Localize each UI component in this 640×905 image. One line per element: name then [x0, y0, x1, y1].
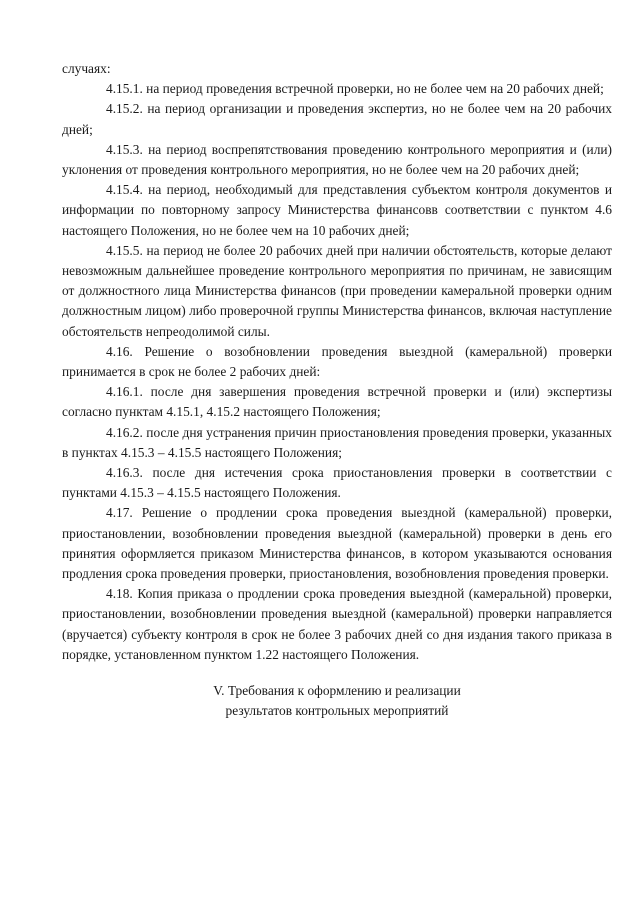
- paragraph: 4.15.1. на период проведения встречной проверки, но не более чем на 20 рабочих дней;: [106, 81, 604, 97]
- paragraph: 4.15.4. на период, необходимый для представления субъектом контроля документов и информации по повторному запросу Министерства финансовв соответствии с пунктом 4.6 настоящего Положения, но не более чем на 10 рабочих дней;: [62, 182, 612, 238]
- document-page: [62, 59, 612, 721]
- section-heading: [62, 681, 612, 721]
- paragraph: 4.15.3. на период воспрепятствования проведению контрольного мероприятия и (или) уклонения от проведения контрольного мероприятия, но не более чем на 20 рабочих дней;: [62, 141, 612, 178]
- paragraph: 4.16.1. после дня завершения проведения встречной проверки и (или) экспертизы согласно пунктам 4.15.1, 4.15.2 настоящего Положения;: [62, 384, 612, 420]
- document-body: [62, 59, 612, 665]
- paragraph: 4.16. Решение о возобновлении проведения выездной (камеральной) проверки принимается в срок не более 2 рабочих дней:: [62, 343, 612, 380]
- paragraph: 4.15.5. на период не более 20 рабочих дней при наличии обстоятельств, которые делают невозможным дальнейшее проведение контрольного мероприятия по причинам, не зависящим от должностного лица Министерства финансов (при проведении камеральной проверки одним должностным лицом) либо проверочной группы Министерства финансов, включая наступление обстоятельств непреодолимой силы.: [62, 242, 612, 339]
- paragraph: 4.16.3. после дня истечения срока приостановления проверки в соответствии с пунктами 4.15.3 – 4.15.5 настоящего Положения.: [62, 465, 612, 501]
- paragraph: 4.15.2. на период организации и проведения экспертиз, но не более чем на 20 рабочих дней;: [62, 101, 612, 137]
- section-heading-line-1: V. Требования к оформлению и реализации: [213, 683, 461, 699]
- paragraph: случаях:: [62, 61, 111, 76]
- paragraph: 4.16.2. после дня устранения причин приостановления проведения проверки, указанных в пунктах 4.15.3 – 4.15.5 настоящего Положения;: [62, 424, 612, 460]
- section-heading-line-2: результатов контрольных мероприятий: [225, 703, 449, 719]
- paragraph: 4.17. Решение о продлении срока проведения выездной (камеральной) проверки, приостановлении, возобновлении проведения выездной (камеральной) проверки в день его принятия оформляется приказом Министерства финансов, в котором указываются основания продления срока проведения проверки, приостановления, возобновления проведения проверки.: [62, 505, 612, 582]
- paragraph: 4.18. Копия приказа о продлении срока проведения выездной (камеральной) проверки, приостановлении, возобновлении проведения выездной (камеральной) проверки направляется (вручается) субъекту контроля в срок не более 3 рабочих дней со дня издания такого приказа в порядке, установленном пунктом 1.22 настоящего Положения.: [62, 586, 612, 662]
